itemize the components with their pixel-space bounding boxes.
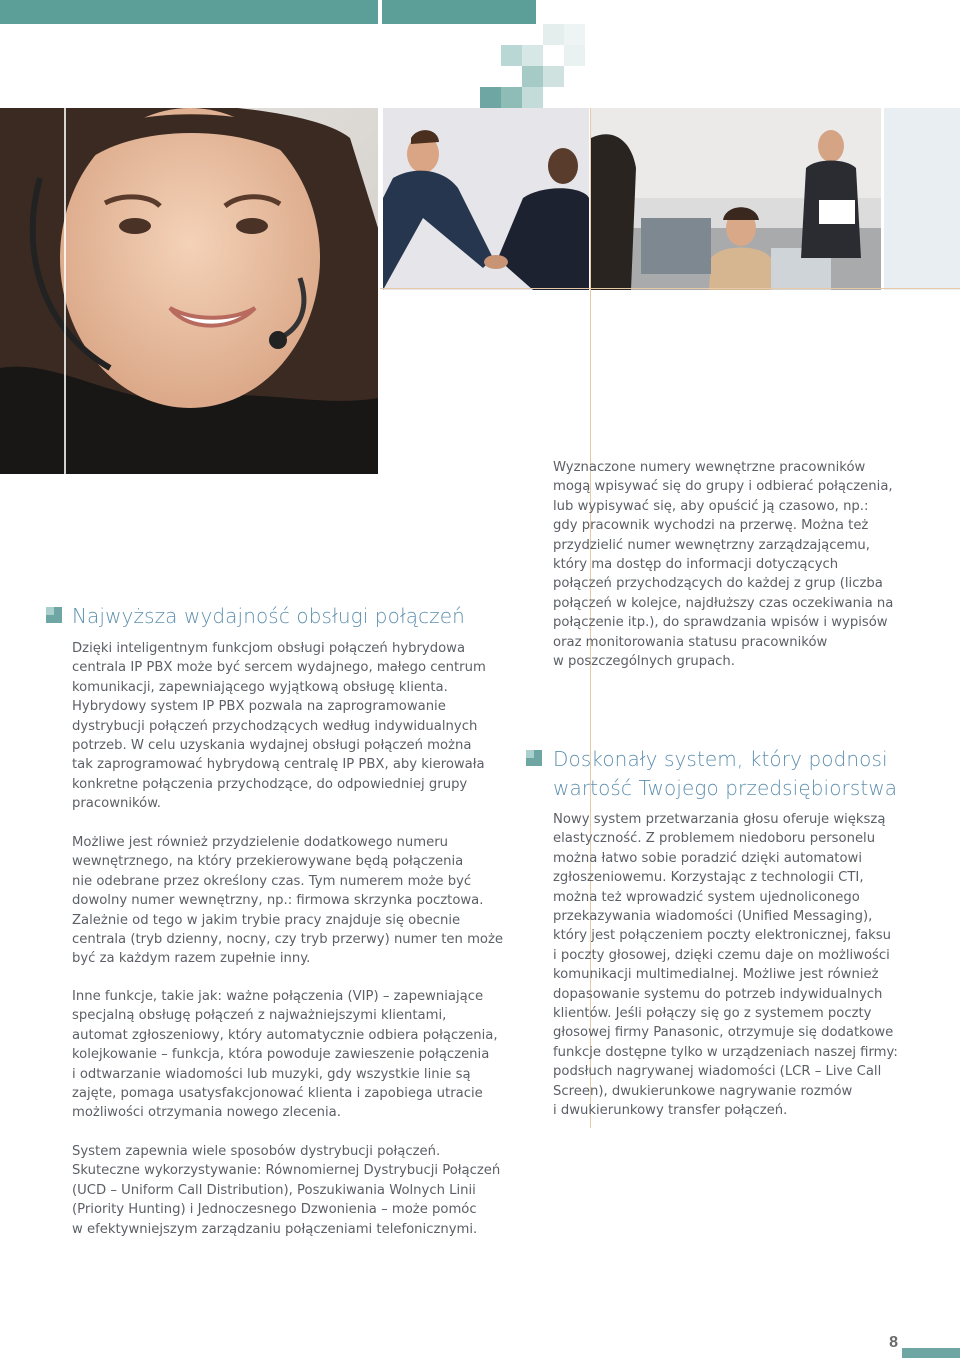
heading-right: Doskonały system, który podnosi wartość Twojego przedsiębiorstwa	[553, 747, 898, 800]
left-paragraph-1: Dzięki inteligentnym funkcjom obsługi połączeń hybrydowa centrala IP PBX może być sercem wydajnego, małego centrum komunikacji, zapewniającego wyjątkową obsługę klienta. Hybrydowy system IP PBX pozwala na zaprogramowanie dystrybucji połączeń przychodzących według indywidualnych potrzeb. W celu uzyskania wydajnej obsługi połączeń można tak zaprogramować hybrydową centralę IP PBX, aby kierowała konkretne połączenia przychodzące, do odpowiedniej grupy pracowników.	[72, 641, 486, 812]
page-number: 8	[889, 1334, 898, 1351]
heading-bullet-icon	[46, 607, 62, 623]
left-paragraph-3: Inne funkcje, takie jak: ważne połączenia (VIP) – zapewniające specjalną obsługę połączeń z najważniejszymi klientami, automat zgłoszeniowy, który automatycznie odbiera połączenia, kolejkowanie – funkcja, która powoduje zawieszenie połączenia i odtwarzanie wiadomości lub muzyki, gdy wszystkie linie są zajęte, pomaga usatysfakcjonować klienta i zapobiega utracie możliwości otrzymania nowego zlecenia.	[72, 989, 498, 1121]
business-handshake-photo	[383, 108, 589, 290]
right-intro-paragraph: Wyznaczone numery wewnętrzne pracowników mogą wpisywać się do grupy i odbierać połączenia, lub wypisywać się, aby opuścić ją czasowo, np.: gdy pracownik wychodzi na przerwę. Można też przydzielić numer wewnętrzny zarządzającemu, który ma dostęp do informacji dotyczących połączeń przychodzących do każdej z grup (liczba połączeń w kolejce, najdłuższy czas oczekiwania na połączenie itp.), do sprawdzania wpisów i wypisów oraz monitorowania statusu pracowników w poszczególnych grupach.	[553, 460, 894, 670]
decorative-panel	[884, 108, 960, 290]
heading-left: Najwyższa wydajność obsługi połączeń	[72, 604, 465, 628]
heading-bullet-icon	[526, 750, 542, 766]
decorative-mosaic	[470, 24, 600, 112]
top-accent-bar-right	[382, 0, 536, 24]
guide-line-horizontal	[380, 288, 960, 289]
top-accent-bar-left	[0, 0, 378, 24]
right-paragraph: Nowy system przetwarzania głosu oferuje większą elastyczność. Z problemem niedoboru personelu można łatwo sobie poradzić dzięki automatowi zgłoszeniowemu. Korzystając z technologii CTI, można też wprowadzić system ujednoliconego przekazywania wiadomości (Unified Messaging), który jest połączeniem poczty elektronicznej, faksu i poczty głosowej, dzięki czemu daje on możliwości komunikacji multimedialnej. Możliwe jest również dopasowanie systemu do potrzeb indywidualnych klientów. Jeśli połączy się go z systemem poczty głosowej firmy Panasonic, otrzymuje się dodatkowe funkcje dostępne tylko w urządzeniach naszej firmy: podsłuch nagrywanej wiadomości (LCR – Live Call Screen), dwukierunkowe nagrywanie rozmów i dwukierunkowy transfer połączeń.	[553, 812, 898, 1119]
left-paragraph-4: System zapewnia wiele sposobów dystrybucji połączeń. Skuteczne wykorzystywanie: Równomiernej Dystrybucji Połączeń (UCD – Uniform Call Distribution), Poszukiwania Wolnych Linii (Priority Hunting) i Jednoczesnego Dzwonienia – może pomóc w efektywniejszym zarządzaniu połączeniami telefonicznymi.	[72, 1144, 501, 1237]
woman-with-headset-photo	[0, 108, 378, 474]
left-paragraph-2: Możliwe jest również przydzielenie dodatkowego numeru wewnętrznego, na który przekierowywane będą połączenia nie odebrane przez określony czas. Tym numerem może być dowolny numer wewnętrzny, np.: firmowa skrzynka pocztowa. Zależnie od tego w jakim trybie pracy znajduje się obecnie centrala (tryb dzienny, nocny, czy tryb przerwy) numer ten może być za każdym razem zupełnie inny.	[72, 835, 504, 967]
footer-accent-bar	[902, 1348, 960, 1358]
call-center-office-photo	[591, 108, 881, 290]
